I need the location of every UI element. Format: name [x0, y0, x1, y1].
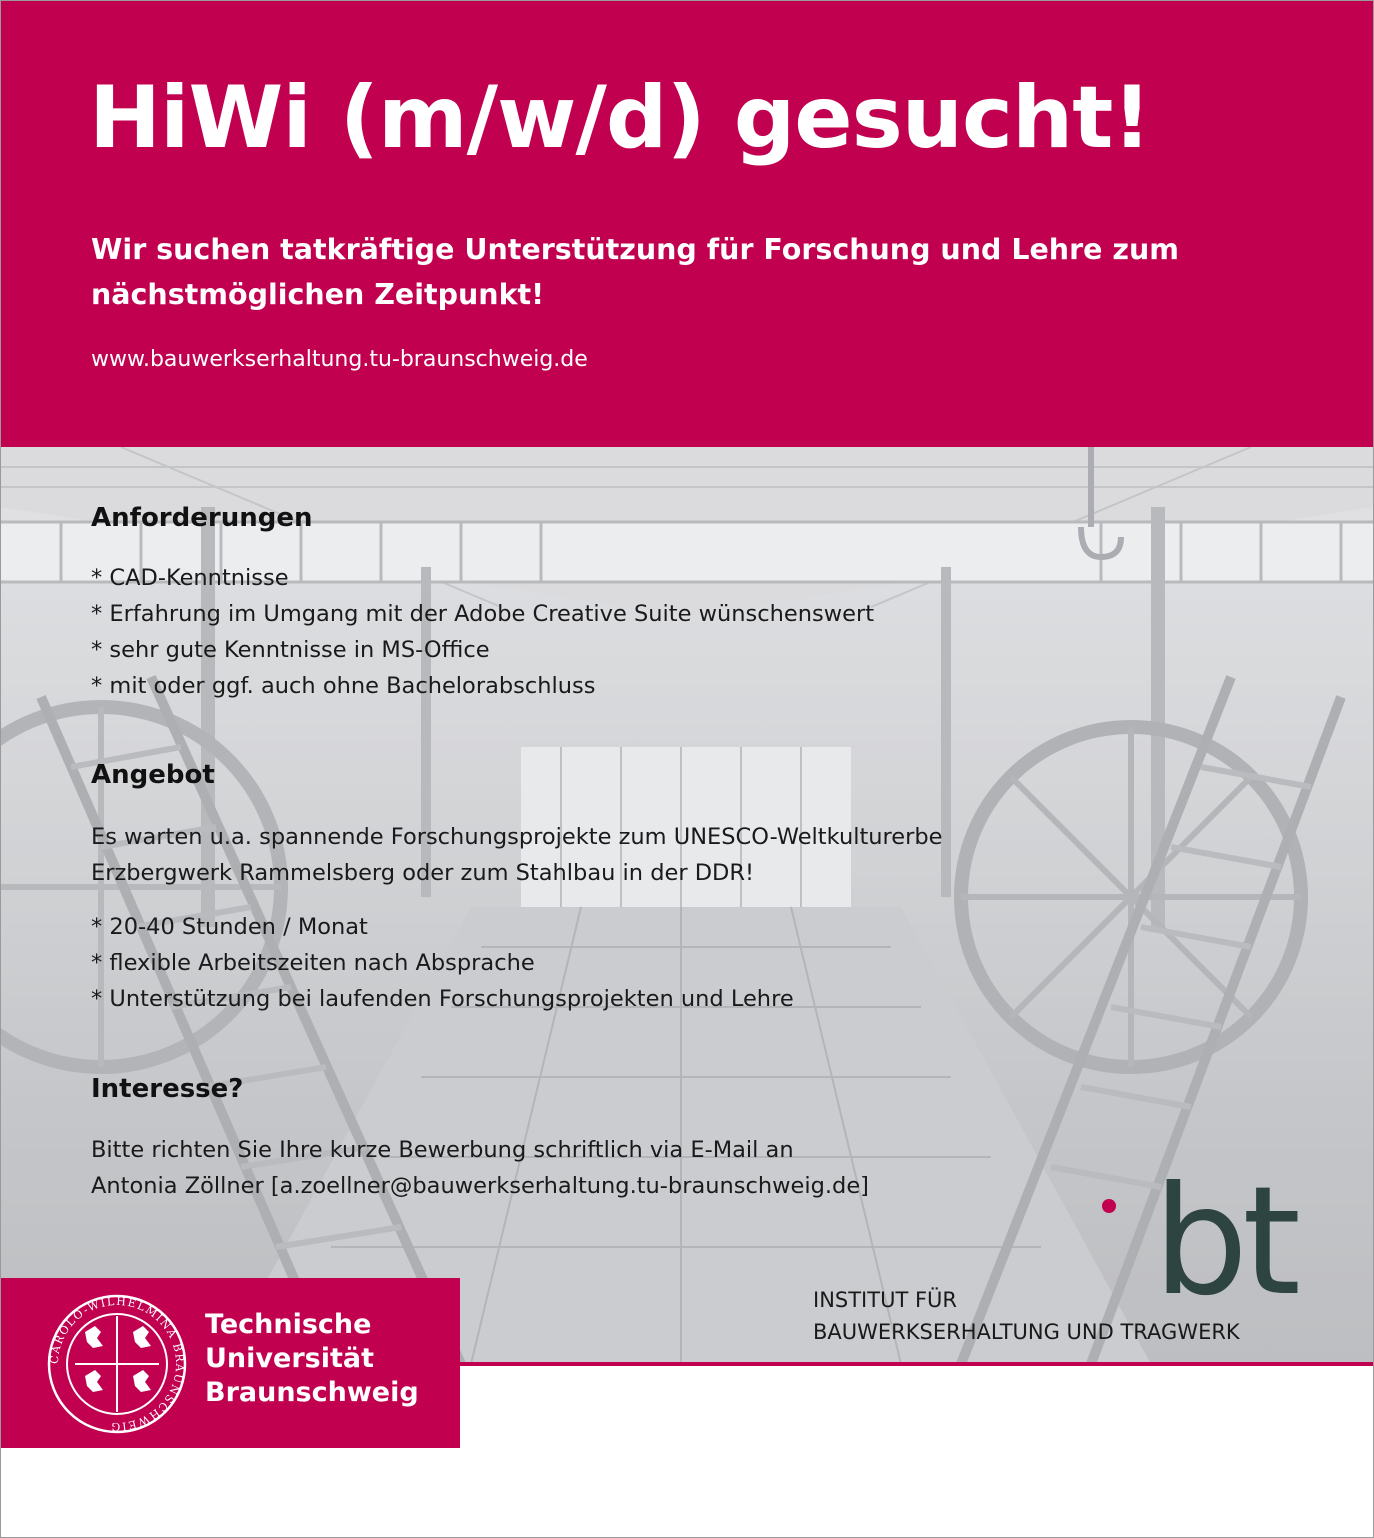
- requirement-item: * Erfahrung im Umgang mit der Adobe Creative Suite wünschenswert: [91, 601, 875, 627]
- offer-intro-line: Es warten u.a. spannende Forschungsprojekte zum UNESCO-Weltkulturerbe: [91, 824, 943, 850]
- requirements-heading: Anforderungen: [91, 503, 313, 533]
- interest-heading: Interesse?: [91, 1074, 244, 1104]
- offer-item: * 20-40 Stunden / Monat: [91, 914, 368, 940]
- contact-email[interactable]: Antonia Zöllner [a.zoellner@bauwerkserhaltung.tu-braunschweig.de]: [91, 1173, 869, 1199]
- subline: Wir suchen tatkräftige Unterstützung für Forschung und Lehre zum nächstmöglichen Zeitpunkt!: [91, 233, 1179, 311]
- offer-heading: Angebot: [91, 760, 215, 790]
- interest-line: Bitte richten Sie Ihre kurze Bewerbung schriftlich via E-Mail an: [91, 1137, 794, 1163]
- tu-seal-icon: [45, 1292, 189, 1436]
- requirement-item: * sehr gute Kenntnisse in MS-Office: [91, 637, 490, 663]
- website-link[interactable]: www.bauwerkserhaltung.tu-braunschweig.de: [91, 347, 588, 372]
- offer-item: * flexible Arbeitszeiten nach Absprache: [91, 950, 535, 976]
- tu-braunschweig-logo: [1, 1278, 460, 1448]
- header-banner: [1, 1, 1373, 447]
- requirement-item: * mit oder ggf. auch ohne Bachelorabschluss: [91, 673, 596, 699]
- institute-name: INSTITUT FÜR BAUWERKSERHALTUNG UND TRAGWERK: [813, 1288, 1240, 1344]
- offer-intro-line: Erzbergwerk Rammelsberg oder zum Stahlbau in der DDR!: [91, 860, 755, 886]
- headline: HiWi (m/w/d) gesucht!: [89, 68, 1151, 168]
- institute-logo: bt: [1153, 1155, 1296, 1329]
- footer-rule: [460, 1362, 1373, 1366]
- requirement-item: * CAD-Kenntnisse: [91, 565, 289, 591]
- bt-logo-dot: [1102, 1199, 1116, 1213]
- tu-name: Technische Universität Braunschweig: [205, 1309, 419, 1408]
- offer-item: * Unterstützung bei laufenden Forschungsprojekten und Lehre: [91, 986, 794, 1012]
- svg-text:CAROLO-WILHELMINA BRAUNSCHWEIG: CAROLO-WILHELMINA BRAUNSCHWEIG: [47, 1294, 187, 1434]
